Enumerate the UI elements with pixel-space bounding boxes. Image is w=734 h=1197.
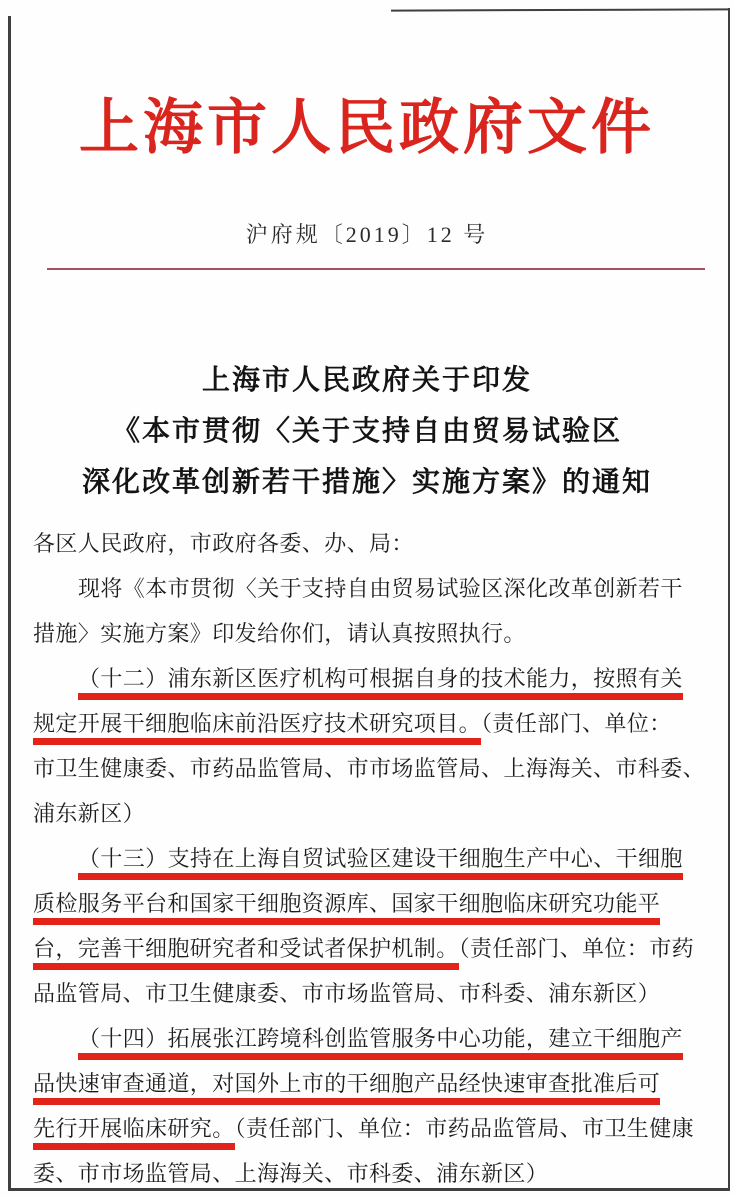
document-line: [33, 791, 709, 836]
text-segment: 现将《本市贯彻〈关于支持自由贸易试验区深化改革创新若干: [78, 576, 683, 601]
document-line: [33, 971, 709, 1016]
document-title: [0, 355, 734, 508]
document-line: [33, 566, 709, 611]
red-underlined-text-segment: 品快速审查通道，对国外上市的干细胞产品经快速审查批准后可: [33, 1071, 660, 1105]
document-title-line: 上海市人民政府关于印发: [201, 365, 532, 396]
document-title-line: 深化改革创新若干措施〉实施方案》的通知: [81, 467, 652, 498]
red-underlined-text-segment: （十四）拓展张江跨境科创监管服务中心功能，建立干细胞产: [78, 1026, 683, 1060]
page-edge-top: [391, 8, 729, 11]
document-line: [33, 746, 709, 791]
page-edge-left: [8, 16, 11, 1191]
text-segment: 委、市市场监管局、上海海关、市科委、浦东新区）: [33, 1161, 549, 1186]
red-underlined-text-segment: 先行开展临床研究。: [33, 1116, 235, 1150]
document-line: [33, 926, 709, 971]
document-line: [33, 656, 709, 701]
text-segment: 各区人民政府，市政府各委、办、局：: [33, 531, 414, 556]
document-line: [33, 521, 709, 566]
red-underlined-text-segment: 质检服务平台和国家干细胞资源库、国家干细胞临床研究功能平: [33, 891, 660, 925]
document-body: [33, 521, 709, 1196]
government-document-header: 上海市人民政府文件: [79, 95, 655, 161]
text-segment: 市卫生健康委、市药品监管局、市市场监管局、上海海关、市科委、: [33, 756, 706, 781]
text-segment: （责任部门、单位：市药: [458, 936, 695, 961]
red-underlined-text-segment: 台，完善干细胞研究者和受试者保护机制。: [33, 936, 459, 970]
red-underlined-text-segment: 规定开展干细胞临床前沿医疗技术研究项目。: [33, 711, 481, 745]
document-line: [33, 1151, 709, 1196]
page-edge-right: [728, 8, 730, 1191]
document-number: 沪府规〔2019〕12 号: [245, 222, 489, 247]
document-line: [33, 1016, 709, 1061]
document-line: [33, 611, 709, 656]
document-line: [33, 836, 709, 881]
red-underlined-text-segment: （十三）支持在上海自贸试验区建设干细胞生产中心、干细胞: [78, 846, 683, 880]
text-segment: （责任部门、单位：: [481, 711, 672, 736]
document-title-line: 《本市贯彻〈关于支持自由贸易试验区: [111, 416, 622, 447]
document-line: [33, 1061, 709, 1106]
text-segment: （责任部门、单位：市药品监管局、市卫生健康: [234, 1116, 695, 1141]
document-line: [33, 701, 709, 746]
red-divider-rule: [47, 268, 705, 270]
text-segment: 浦东新区）: [33, 801, 146, 826]
text-segment: 措施〉实施方案》印发给你们，请认真按照执行。: [33, 621, 526, 646]
text-segment: 品监管局、市卫生健康委、市市场监管局、市科委、浦东新区）: [33, 981, 661, 1006]
document-line: [33, 881, 709, 926]
document-line: [33, 1106, 709, 1151]
red-underlined-text-segment: （十二）浦东新区医疗机构可根据自身的技术能力，按照有关: [78, 666, 683, 700]
